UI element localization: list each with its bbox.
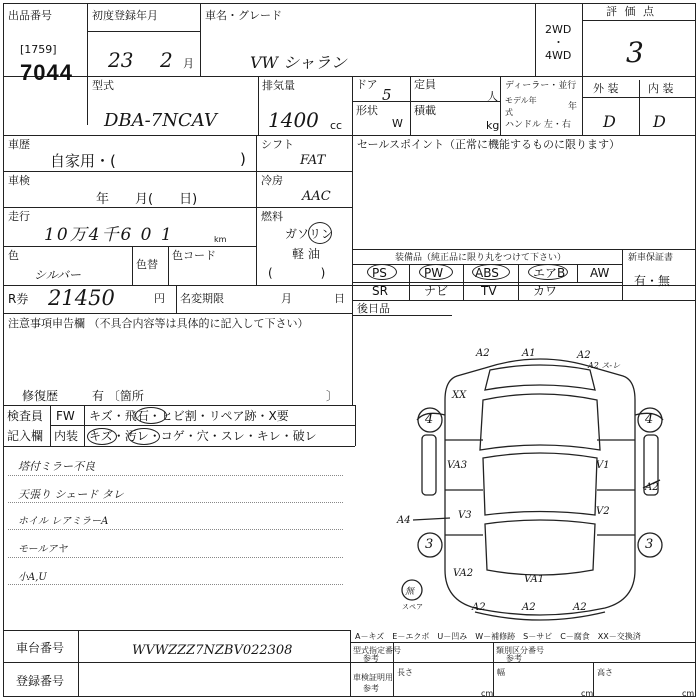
mark-side: V2 bbox=[596, 506, 610, 517]
inspection-label: 車検 bbox=[8, 174, 30, 187]
score: 3 bbox=[626, 36, 644, 69]
equip-leather: カワ bbox=[533, 284, 558, 298]
cert-sub: 参考 bbox=[363, 654, 379, 663]
mark-side: V1 bbox=[596, 460, 610, 471]
equip-circle bbox=[528, 264, 568, 280]
fw-label: FW bbox=[56, 409, 75, 423]
equip-pw: PW bbox=[424, 266, 444, 280]
width-label: 幅 bbox=[497, 668, 505, 677]
mark-side: VA3 bbox=[447, 460, 468, 471]
class-sub: 参考 bbox=[506, 654, 522, 663]
divider bbox=[500, 76, 501, 135]
divider bbox=[535, 3, 536, 76]
drive-4wd: 4WD bbox=[545, 49, 572, 62]
dealer-label: ディーラー・並行 bbox=[505, 81, 577, 91]
spare-mark: 無 bbox=[405, 587, 415, 597]
mark-bottom: A2 bbox=[573, 602, 587, 613]
equip-tv: TV bbox=[481, 284, 497, 298]
mileage-unit: km bbox=[214, 235, 227, 244]
divider bbox=[3, 246, 256, 247]
handle-label: ハンドル 左・右 bbox=[505, 120, 571, 130]
history-value: 自家用・( bbox=[50, 152, 116, 170]
displacement-label: 排気量 bbox=[262, 79, 295, 92]
note-line: 小A,U bbox=[18, 572, 47, 583]
divider bbox=[352, 101, 500, 102]
divider bbox=[87, 3, 88, 125]
fuel-label: 燃料 bbox=[261, 210, 283, 223]
equip-circle bbox=[419, 264, 453, 280]
note-line: ホイル レアミラーA bbox=[18, 516, 109, 527]
note-rule bbox=[8, 584, 343, 585]
divider bbox=[3, 630, 350, 631]
length-label: 長さ bbox=[397, 668, 413, 677]
note-line: モールアヤ bbox=[18, 544, 68, 555]
drive-2wd: 2WD bbox=[545, 23, 572, 36]
divider bbox=[582, 97, 696, 98]
capacity-label: 定員 bbox=[414, 78, 436, 91]
year-suffix: 年 bbox=[568, 102, 578, 112]
length-unit: cm bbox=[481, 689, 494, 698]
lot-small: [1759] bbox=[20, 43, 57, 56]
chassis-label: 車台番号 bbox=[16, 641, 65, 655]
color-change-label: 色替 bbox=[136, 258, 158, 271]
model-year-label: モデル年式 bbox=[505, 96, 537, 117]
model-label: 型式 bbox=[92, 79, 114, 92]
fuel-paren: ( ) bbox=[268, 266, 326, 280]
deadline-month: 月 bbox=[281, 292, 292, 305]
divider bbox=[3, 76, 696, 77]
fw-circle bbox=[135, 407, 167, 424]
note-rule bbox=[8, 529, 343, 530]
divider bbox=[350, 630, 351, 697]
interior-grade: D bbox=[653, 112, 666, 131]
history-paren: ) bbox=[240, 150, 246, 168]
divider bbox=[168, 246, 169, 285]
r-unit: 円 bbox=[154, 292, 165, 305]
damage-legend: A－キズ E－エクボ U－凹み W－補修跡 S－サビ C－腐食 XX－交換済 bbox=[355, 632, 641, 641]
divider bbox=[352, 249, 696, 250]
mark-top: A1 bbox=[522, 348, 536, 359]
mark-top: A2 bbox=[577, 350, 591, 361]
divider bbox=[256, 207, 352, 208]
displacement-value: 1400 bbox=[268, 108, 319, 132]
divider bbox=[3, 313, 352, 314]
divider bbox=[352, 300, 696, 301]
ac-value: AAC bbox=[302, 189, 331, 204]
divider bbox=[410, 76, 411, 135]
shape-label: 形状 bbox=[356, 104, 378, 117]
equip-aw: AW bbox=[590, 266, 610, 280]
interior-circle bbox=[128, 428, 160, 445]
dims-sub: 参考 bbox=[363, 684, 379, 693]
divider bbox=[84, 405, 85, 446]
mileage-label: 走行 bbox=[8, 210, 30, 223]
divider bbox=[50, 405, 51, 446]
mark-side: A2 bbox=[645, 482, 659, 493]
cert-label: 型式指定番号 bbox=[353, 646, 401, 655]
width-unit: cm bbox=[581, 689, 594, 698]
divider bbox=[256, 135, 257, 285]
color-label: 色 bbox=[8, 249, 19, 262]
ac-label: 冷房 bbox=[261, 174, 283, 187]
mileage-value: 10万4千6 0 1 bbox=[44, 225, 174, 245]
height-unit: cm bbox=[682, 689, 695, 698]
sales-label: セールスポイント（正常に機能するものに限ります） bbox=[357, 138, 621, 151]
r-value: 21450 bbox=[48, 286, 115, 310]
equip-label: 装備品（純正品に限り丸をつけて下さい） bbox=[395, 253, 567, 263]
divider bbox=[518, 264, 519, 300]
load-label: 積載 bbox=[414, 104, 436, 117]
wheel-mark: 3 bbox=[645, 537, 654, 552]
divider bbox=[582, 3, 583, 135]
displacement-unit: cc bbox=[330, 119, 343, 132]
divider bbox=[639, 80, 640, 135]
divider bbox=[3, 446, 355, 447]
inspector-label: 検査員 bbox=[7, 409, 44, 423]
note-rule bbox=[8, 502, 343, 503]
wheel-mark: 3 bbox=[425, 537, 434, 552]
fuel-value: ガソリン bbox=[285, 227, 334, 241]
lot-label: 出品番号 bbox=[8, 9, 52, 22]
deadline-day: 日 bbox=[334, 292, 345, 305]
mark-xx: XX bbox=[452, 390, 467, 401]
repair-value: 有 〔箇所 bbox=[92, 389, 144, 403]
divider bbox=[132, 246, 133, 285]
divider bbox=[256, 171, 352, 172]
lot-number: 7044 bbox=[20, 60, 73, 85]
divider bbox=[3, 405, 355, 406]
load-unit: kg bbox=[486, 119, 500, 132]
first-reg-month: 2 bbox=[160, 48, 173, 72]
mark-side: V3 bbox=[458, 510, 472, 521]
divider bbox=[463, 264, 464, 300]
shift-value: FAT bbox=[300, 153, 326, 168]
note-rule bbox=[8, 557, 343, 558]
divider bbox=[258, 76, 259, 135]
delivery-label: 後日品 bbox=[357, 302, 390, 315]
class-label: 類別区分番号 bbox=[496, 646, 544, 655]
color-value: シルバー bbox=[34, 268, 81, 282]
history-label: 車歴 bbox=[8, 138, 30, 151]
equip-ps: PS bbox=[372, 266, 387, 280]
interior-items: キズ・汚レ・コゲ・穴・スレ・キレ・破レ bbox=[89, 429, 317, 443]
reg-label: 登録番号 bbox=[16, 674, 65, 688]
divider bbox=[577, 264, 578, 282]
model-value: DBA-7NCAV bbox=[104, 110, 217, 131]
fw-items: キズ・飛石・ヒビ割・リペア跡・X要 bbox=[89, 409, 289, 423]
divider bbox=[350, 642, 696, 643]
mark-side: A4 bbox=[397, 515, 411, 526]
wheel-mark: 4 bbox=[645, 412, 654, 427]
equip-circle bbox=[367, 264, 397, 280]
mark-bottom: VA1 bbox=[524, 574, 545, 585]
fuel-alt: 軽 油 bbox=[292, 247, 320, 261]
shift-label: シフト bbox=[261, 138, 294, 151]
divider bbox=[622, 249, 623, 300]
shape-value: W bbox=[392, 117, 403, 130]
divider bbox=[78, 630, 79, 697]
car-name: VW シャラン bbox=[250, 53, 347, 72]
divider bbox=[3, 135, 696, 136]
inspection-value: 年 月( 日) bbox=[96, 192, 198, 207]
spare-label: スペア bbox=[402, 603, 423, 611]
divider bbox=[87, 31, 200, 32]
equip-navi: ナビ bbox=[424, 284, 449, 298]
repair-label: 修復歴 bbox=[22, 389, 59, 403]
mark-bottom: A2 bbox=[522, 602, 536, 613]
divider bbox=[200, 3, 201, 76]
car-diagram bbox=[395, 340, 685, 630]
newcar-value: 有・無 bbox=[634, 274, 671, 288]
divider bbox=[352, 76, 353, 135]
divider bbox=[50, 425, 355, 426]
interior-record-label: 内装 bbox=[54, 429, 79, 443]
divider bbox=[352, 282, 622, 283]
divider bbox=[176, 285, 177, 313]
capacity-unit: 人 bbox=[487, 90, 498, 103]
divider bbox=[352, 315, 452, 316]
r-label: R券 bbox=[8, 292, 29, 306]
door-label: ドア bbox=[356, 78, 378, 91]
exterior-grade: D bbox=[603, 112, 616, 131]
divider bbox=[355, 405, 356, 446]
car-name-label: 車名・グレード bbox=[205, 9, 282, 22]
dims-label: 車検証明用 bbox=[353, 673, 393, 682]
interior-circle bbox=[87, 428, 117, 445]
color-code-label: 色コード bbox=[172, 249, 216, 262]
record-label: 記入欄 bbox=[7, 429, 44, 443]
divider bbox=[352, 135, 353, 405]
equip-circle bbox=[472, 264, 510, 280]
newcar-label: 新車保証書 bbox=[628, 253, 674, 263]
mark-bottom: A2 bbox=[472, 602, 486, 613]
equip-abs: ABS bbox=[475, 266, 499, 280]
fuel-circle bbox=[308, 222, 332, 244]
mark-side: VA2 bbox=[453, 568, 474, 579]
interior-label: 内 装 bbox=[648, 82, 674, 95]
equip-airbag: エアB bbox=[533, 266, 566, 280]
drive-dot: ・ bbox=[553, 36, 564, 49]
door-value: 5 bbox=[382, 86, 392, 104]
note-rule bbox=[8, 475, 343, 476]
wheel-mark: 4 bbox=[425, 412, 434, 427]
score-label: 評 価 点 bbox=[606, 5, 656, 18]
exterior-label: 外 装 bbox=[593, 82, 619, 95]
height-label: 高さ bbox=[597, 668, 613, 677]
deadline-label: 名変期限 bbox=[180, 292, 224, 305]
equip-sr: SR bbox=[372, 284, 388, 298]
notes-label: 注意事項申告欄 （不具合内容等は具体的に記入して下さい） bbox=[8, 317, 309, 330]
first-reg-label: 初度登録年月 bbox=[92, 9, 158, 22]
month-suffix: 月 bbox=[183, 57, 194, 70]
mark-top: A2 ス-レ bbox=[588, 361, 621, 370]
note-line: 天張り シェード タレ bbox=[18, 488, 124, 501]
first-reg-year: 23 bbox=[108, 48, 134, 72]
chassis-value: WVWZZZ7NZBV022308 bbox=[132, 643, 293, 658]
divider bbox=[582, 20, 696, 21]
note-line: 塔付ミラー不良 bbox=[18, 460, 95, 473]
repair-close: 〕 bbox=[326, 389, 339, 403]
divider bbox=[409, 264, 410, 300]
mark-top: A2 bbox=[476, 348, 490, 359]
